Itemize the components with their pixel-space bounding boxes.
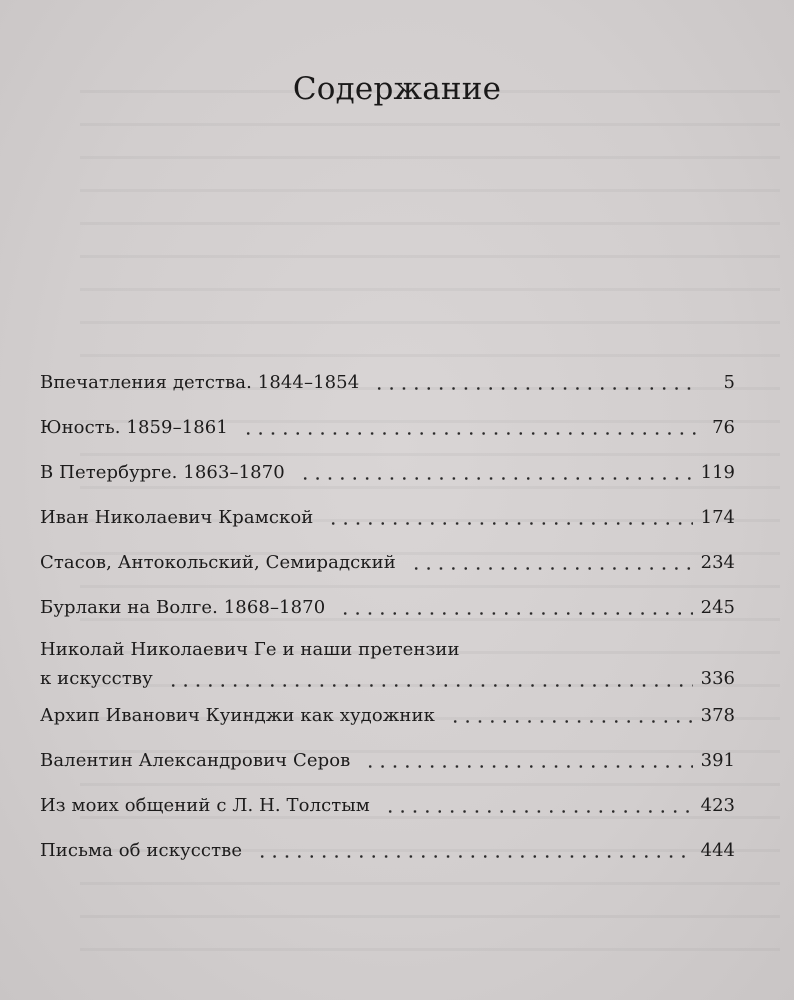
- dot-leader: [339, 612, 692, 615]
- table-of-contents: [40, 360, 735, 873]
- dot-leader: [410, 567, 693, 570]
- dot-leader: [373, 387, 699, 390]
- toc-page-number: 423: [700, 795, 735, 816]
- dot-leader: [327, 522, 692, 525]
- toc-entry: [40, 405, 735, 450]
- toc-entry-title-line1: Николай Николаевич Ге и наши претензии: [40, 639, 460, 660]
- toc-page-number: 119: [700, 462, 735, 483]
- dot-leader: [167, 684, 693, 687]
- toc-page-number: 336: [700, 668, 735, 689]
- dot-leader: [384, 810, 693, 813]
- toc-entry: [40, 360, 735, 405]
- toc-entry-title: Из моих общений с Л. Н. Толстым: [40, 795, 370, 816]
- toc-page-number: 174: [700, 507, 735, 528]
- toc-entry: [40, 585, 735, 630]
- toc-entry-title: Архип Иванович Куинджи как художник: [40, 705, 435, 726]
- dot-leader: [299, 477, 693, 480]
- toc-entry-title: Бурлаки на Волге. 1868–1870: [40, 597, 326, 618]
- toc-entry-title: Юность. 1859–1861: [40, 417, 228, 438]
- dot-leader: [449, 720, 693, 723]
- toc-page-number: 76: [712, 417, 735, 438]
- page-title: Содержание: [292, 70, 502, 107]
- toc-entry-title: Письма об искусстве: [40, 840, 243, 861]
- toc-entry-title: Валентин Александрович Серов: [40, 750, 351, 771]
- dot-leader: [242, 432, 699, 435]
- toc-entry: [40, 828, 735, 873]
- toc-page-number: 444: [700, 840, 735, 861]
- toc-entry: [40, 693, 735, 738]
- toc-entry-title: Иван Николаевич Крамской: [40, 507, 314, 528]
- toc-entry: [40, 635, 735, 693]
- toc-entry: [40, 738, 735, 783]
- toc-entry: [40, 450, 735, 495]
- dot-leader: [256, 855, 692, 858]
- toc-entry: [40, 540, 735, 585]
- toc-entry-title: Стасов, Антокольский, Семирадский: [40, 552, 396, 573]
- toc-entry-title: к искусству: [40, 668, 153, 689]
- toc-page-number: 5: [723, 372, 735, 393]
- toc-entry: [40, 783, 735, 828]
- toc-page-number: 245: [700, 597, 735, 618]
- dot-leader: [364, 765, 692, 768]
- toc-entry: [40, 495, 735, 540]
- toc-entry-title: Впечатления детства. 1844–1854: [40, 372, 360, 393]
- toc-page-number: 378: [700, 705, 735, 726]
- toc-entry-title: В Петербурге. 1863–1870: [40, 462, 285, 483]
- toc-page-number: 234: [700, 552, 735, 573]
- toc-page-number: 391: [700, 750, 735, 771]
